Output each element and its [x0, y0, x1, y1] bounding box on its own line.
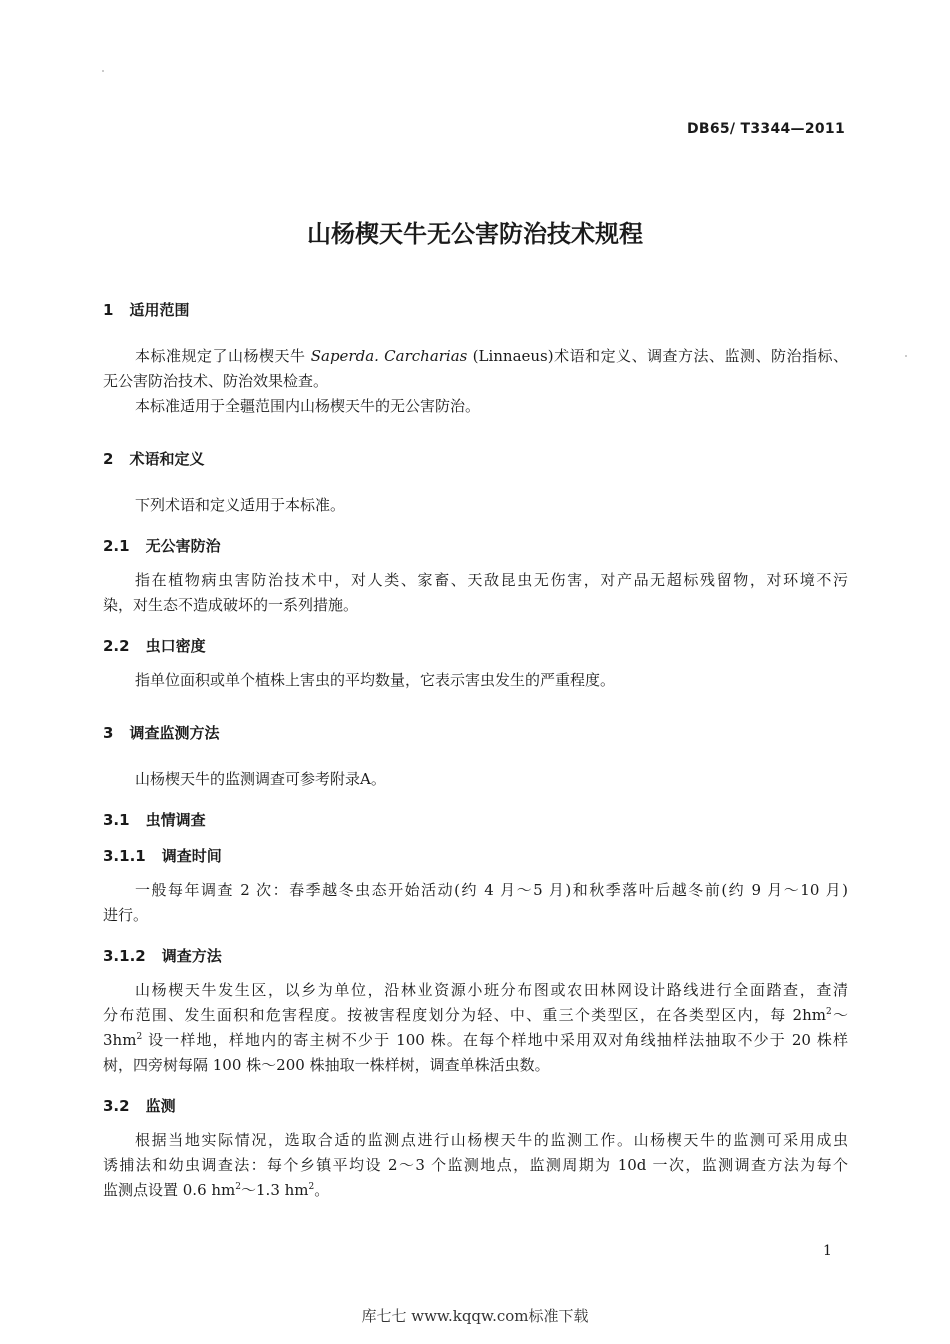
section-3-1-1-paragraph [103, 878, 848, 928]
section-number: 3.1.2 [103, 947, 146, 965]
section-number: 2.2 [103, 637, 130, 655]
section-2-1-paragraph [103, 568, 848, 618]
text-line: 指在植物病虫害防治技术中，对人类、家畜、天敌昆虫无伤害，对产品无超标残留物，对环境不污 [135, 571, 848, 589]
text-line: 山杨楔天牛的监测调查可参考附录A。 [135, 770, 386, 788]
section-number: 3 [103, 724, 114, 742]
text-run: (Linnaeus)术语和定义、调查方法、监测、防治指标、 [467, 347, 849, 365]
text-line: 染，对生态不造成破坏的一系列措施。 [103, 596, 359, 614]
superscript: 2 [136, 1032, 143, 1042]
superscript: 2 [235, 1182, 242, 1192]
section-number: 3.1.1 [103, 847, 146, 865]
standard-number: DB65/ T3344—2011 [686, 121, 845, 137]
section-2-1-heading [103, 535, 221, 556]
section-title: 虫情调查 [145, 811, 206, 829]
scan-speck [102, 70, 104, 72]
section-1-heading [103, 299, 189, 320]
page-number: 1 [823, 1243, 832, 1259]
scan-speck [905, 355, 907, 357]
section-title: 无公害防治 [145, 537, 221, 555]
section-number: 2 [103, 450, 114, 468]
section-title: 调查时间 [161, 847, 222, 865]
text-line: 无公害防治技术、防治效果检查。 [103, 372, 329, 390]
text-line: 根据当地实际情况，选取合适的监测点进行山杨楔天牛的监测工作。山杨楔天牛的监测可采用成虫 [135, 1131, 848, 1149]
section-title: 监测 [145, 1097, 176, 1115]
text-run: 分布范围、发生面积和危害程度。按被害程度划分为轻、中、重三个类型区，在各类型区内，每 2hm [103, 1006, 826, 1024]
text-line: 一般每年调查 2 次：春季越冬虫态开始活动(约 4 月～5 月)和秋季落叶后越冬前(约 9 月～10 月) [135, 881, 848, 899]
text-line: 进行。 [103, 906, 149, 924]
section-3-2-paragraph [103, 1128, 848, 1203]
text-line: 指单位面积或单个植株上害虫的平均数量，它表示害虫发生的严重程度。 [135, 671, 616, 689]
section-number: 3.1 [103, 811, 130, 829]
page-title: 山杨楔天牛无公害防治技术规程 [307, 220, 643, 248]
section-3-heading [103, 722, 219, 743]
section-3-2-heading [103, 1095, 176, 1116]
section-1-paragraph [103, 344, 848, 419]
section-number: 2.1 [103, 537, 130, 555]
section-number: 1 [103, 301, 114, 319]
text-line: 本标准适用于全疆范围内山杨楔天牛的无公害防治。 [135, 397, 481, 415]
text-line [103, 1028, 848, 1053]
section-3-intro [103, 767, 848, 792]
section-2-intro [103, 493, 848, 518]
text-line [103, 344, 848, 369]
text-run: 监测点设置 0.6 hm [103, 1181, 236, 1199]
section-2-heading [103, 448, 204, 469]
text-run: 。 [314, 1181, 330, 1199]
section-title: 调查方法 [161, 947, 222, 965]
text-line [103, 1003, 848, 1028]
text-run: 设一样地，样地内的寄主树不少于 100 株。在每个样地中采用双对角线抽样法抽取不少于 20 株样 [142, 1031, 848, 1049]
section-number: 3.2 [103, 1097, 130, 1115]
text-run: 本标准规定了山杨楔天牛 [135, 347, 311, 365]
section-2-2-paragraph [103, 668, 848, 693]
text-run: ～ [831, 1006, 848, 1024]
superscript: 2 [308, 1182, 315, 1192]
section-3-1-heading [103, 809, 206, 830]
text-run: 3hm [103, 1031, 137, 1049]
section-title: 术语和定义 [129, 450, 205, 468]
text-line [103, 1178, 848, 1203]
section-3-1-1-heading [103, 845, 222, 866]
text-line: 山杨楔天牛发生区，以乡为单位，沿林业资源小班分布图或农田林网设计路线进行全面踏查，查清 [135, 981, 848, 999]
section-title: 虫口密度 [145, 637, 206, 655]
section-3-1-2-paragraph [103, 978, 848, 1078]
text-line: 下列术语和定义适用于本标准。 [135, 496, 346, 514]
section-title: 调查监测方法 [129, 724, 220, 742]
superscript: 2 [825, 1007, 832, 1017]
text-line: 诱捕法和幼虫调查法：每个乡镇平均设 2～3 个监测地点，监测周期为 10d 一次，监测调查方法为每个 [103, 1156, 848, 1174]
text-line: 树，四旁树每隔 100 株～200 株抽取一株样树，调查单株活虫数。 [103, 1056, 550, 1074]
section-2-2-heading [103, 635, 206, 656]
text-run: ～1.3 hm [241, 1181, 309, 1199]
footer-watermark: 库七七 www.kqqw.com标准下载 [361, 1307, 589, 1325]
section-3-1-2-heading [103, 945, 222, 966]
scientific-name: Saperda. Carcharias [310, 347, 468, 365]
section-title: 适用范围 [129, 301, 190, 319]
